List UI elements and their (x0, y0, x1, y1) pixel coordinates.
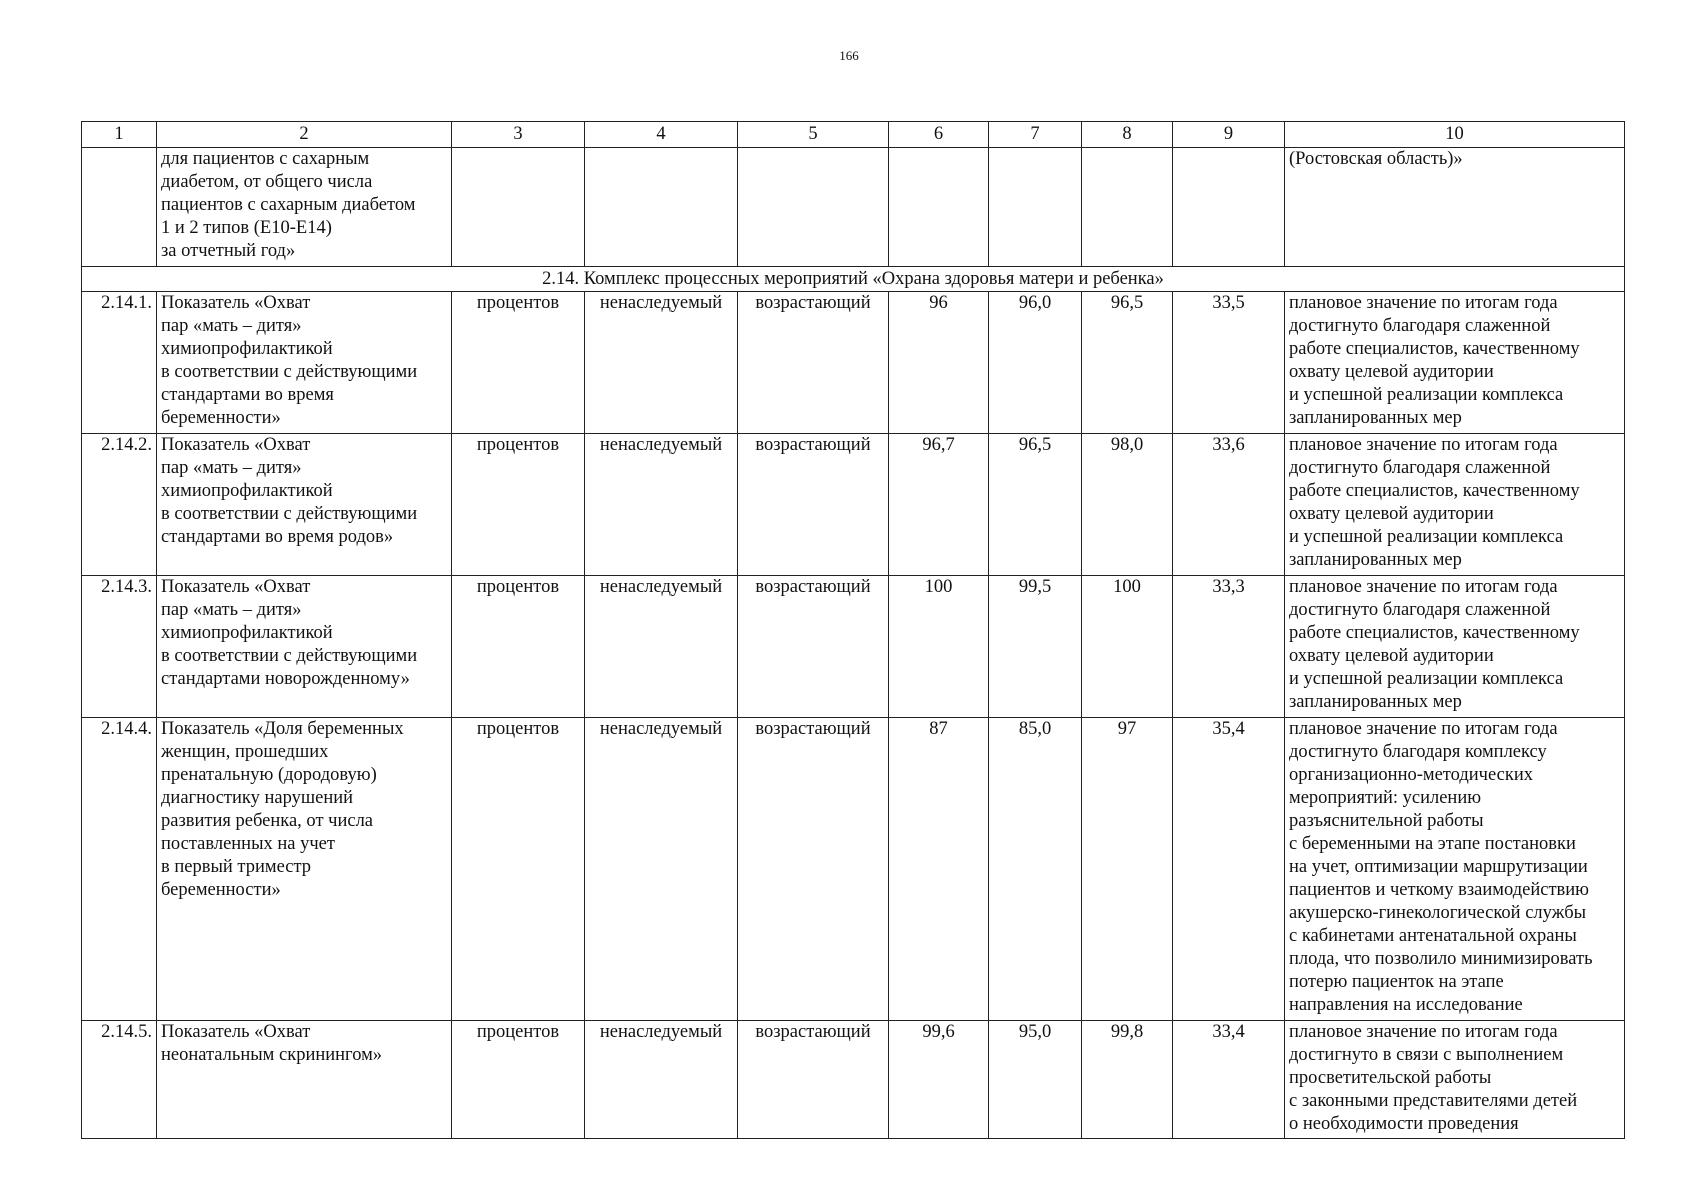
comment-cell (1285, 292, 1625, 434)
comment-cell-line: работе специалистов, качественному (1289, 481, 1580, 501)
indicator-name-cell-line: пар «мать – дитя» (161, 316, 302, 336)
comment-cell-line: пациентов и четкому взаимодействию (1289, 880, 1589, 900)
column-header-7: 7 (989, 122, 1082, 148)
comment-cell-line: и успешной реализации комплекса (1289, 669, 1564, 689)
code-cell (82, 148, 157, 267)
indicator-name-cell-line: диагностику нарушений (161, 788, 354, 808)
column-header-2: 2 (157, 122, 452, 148)
indicator-name-cell-line: стандартами новорожденному» (161, 669, 410, 689)
comment-cell-line: с законными представителями детей (1289, 1091, 1578, 1111)
value-cell-7: 96,0 (989, 292, 1082, 434)
indicator-name-cell-line: химиопрофилактикой (161, 481, 333, 501)
indicator-name-cell-line: Показатель «Доля беременных (161, 719, 404, 739)
comment-cell-line: разъяснительной работы (1289, 811, 1484, 831)
value-cell-7: 95,0 (989, 1021, 1082, 1139)
value-cell-8: 99,8 (1082, 1021, 1173, 1139)
indicator-name-cell-line: Показатель «Охват (161, 435, 311, 455)
unit-cell: процентов (452, 718, 585, 1021)
code-cell: 2.14.2. (82, 434, 157, 576)
comment-cell-line: достигнуто в связи с выполнением (1289, 1045, 1564, 1065)
direction-cell: возрастающий (738, 1021, 889, 1139)
page-number: 166 (839, 48, 859, 63)
comment-cell-line: просветительской работы (1289, 1068, 1492, 1088)
section-title: 2.14. Комплекс процессных мероприятий «Охрана здоровья матери и ребенка» (82, 267, 1625, 292)
value-cell-9 (1173, 148, 1285, 267)
indicator-name-cell-line: женщин, прошедших (161, 742, 329, 762)
direction-cell: возрастающий (738, 718, 889, 1021)
comment-cell-line: плановое значение по итогам года (1289, 293, 1558, 313)
comment-cell-line: достигнуто благодаря комплексу (1289, 742, 1547, 762)
table-row (82, 718, 1625, 1021)
section-row (82, 267, 1625, 292)
comment-cell (1285, 718, 1625, 1021)
indicator-name-cell-line: пациентов с сахарным диабетом (161, 195, 416, 215)
code-cell: 2.14.1. (82, 292, 157, 434)
header-row (82, 122, 1625, 148)
comment-cell-line: запланированных мер (1289, 692, 1462, 712)
column-header-10: 10 (1285, 122, 1625, 148)
comment-cell-line: акушерско-гинекологической службы (1289, 903, 1587, 923)
table-body (82, 148, 1625, 1139)
indicator-name-cell-line: пар «мать – дитя» (161, 600, 302, 620)
comment-cell-line: достигнуто благодаря слаженной (1289, 458, 1551, 478)
comment-cell-line: с беременными на этапе постановки (1289, 834, 1576, 854)
comment-cell-line: плановое значение по итогам года (1289, 1022, 1558, 1042)
indicator-name-cell (157, 292, 452, 434)
table-row (82, 434, 1625, 576)
indicator-name-cell-line: Показатель «Охват (161, 577, 311, 597)
value-cell-7: 85,0 (989, 718, 1082, 1021)
comment-cell-line: (Ростовская область)» (1289, 149, 1463, 169)
unit-cell: процентов (452, 292, 585, 434)
indicator-name-cell-line: Показатель «Охват (161, 1022, 311, 1042)
value-cell-9: 33,3 (1173, 576, 1285, 718)
indicator-name-cell-line: Показатель «Охват (161, 293, 311, 313)
comment-cell-line: направления на исследование (1289, 995, 1523, 1015)
comment-cell-line: запланированных мер (1289, 408, 1462, 428)
value-cell-9: 33,6 (1173, 434, 1285, 576)
table-header (82, 122, 1625, 148)
type-cell: ненаследуемый (585, 576, 738, 718)
column-header-9: 9 (1173, 122, 1285, 148)
value-cell-8: 97 (1082, 718, 1173, 1021)
comment-cell-line: работе специалистов, качественному (1289, 623, 1580, 643)
unit-cell: процентов (452, 576, 585, 718)
value-cell-8: 98,0 (1082, 434, 1173, 576)
comment-cell-line: потерю пациенток на этапе (1289, 972, 1504, 992)
indicator-name-cell (157, 434, 452, 576)
indicator-name-cell-line: химиопрофилактикой (161, 339, 333, 359)
comment-cell-line: и успешной реализации комплекса (1289, 527, 1564, 547)
indicator-name-cell (157, 576, 452, 718)
comment-cell (1285, 148, 1625, 267)
indicator-name-cell (157, 148, 452, 267)
value-cell-6: 96,7 (889, 434, 989, 576)
comment-cell-line: охвату целевой аудитории (1289, 362, 1494, 382)
value-cell-8: 96,5 (1082, 292, 1173, 434)
code-cell: 2.14.3. (82, 576, 157, 718)
direction-cell: возрастающий (738, 292, 889, 434)
direction-cell: возрастающий (738, 434, 889, 576)
value-cell-9: 33,4 (1173, 1021, 1285, 1139)
comment-cell-line: работе специалистов, качественному (1289, 339, 1580, 359)
comment-cell-line: о необходимости проведения (1289, 1114, 1519, 1134)
value-cell-4 (585, 148, 738, 267)
comment-cell-line: организационно-методических (1289, 765, 1533, 785)
table-row (82, 576, 1625, 718)
type-cell: ненаследуемый (585, 434, 738, 576)
indicator-name-cell-line: 1 и 2 типов (Е10-Е14) (161, 218, 332, 238)
comment-cell-line: мероприятий: усилению (1289, 788, 1482, 808)
indicators-table (81, 121, 1625, 1139)
column-header-3: 3 (452, 122, 585, 148)
type-cell: ненаследуемый (585, 718, 738, 1021)
unit-cell: процентов (452, 1021, 585, 1139)
comment-cell-line: достигнуто благодаря слаженной (1289, 316, 1551, 336)
comment-cell-line: охвату целевой аудитории (1289, 504, 1494, 524)
indicator-name-cell-line: поставленных на учет (161, 834, 335, 854)
indicator-name-cell-line: пар «мать – дитя» (161, 458, 302, 478)
value-cell-5 (738, 148, 889, 267)
indicator-name-cell-line: диабетом, от общего числа (161, 172, 373, 192)
value-cell-6 (889, 148, 989, 267)
column-header-6: 6 (889, 122, 989, 148)
comment-cell-line: и успешной реализации комплекса (1289, 385, 1564, 405)
column-header-8: 8 (1082, 122, 1173, 148)
comment-cell-line: достигнуто благодаря слаженной (1289, 600, 1551, 620)
value-cell-3 (452, 148, 585, 267)
table-row (82, 292, 1625, 434)
indicator-name-cell-line: стандартами во время родов» (161, 527, 394, 547)
unit-cell: процентов (452, 434, 585, 576)
column-header-5: 5 (738, 122, 889, 148)
type-cell: ненаследуемый (585, 1021, 738, 1139)
comment-cell-line: плановое значение по итогам года (1289, 719, 1558, 739)
value-cell-8 (1082, 148, 1173, 267)
continuation-row (82, 148, 1625, 267)
value-cell-6: 87 (889, 718, 989, 1021)
indicator-name-cell-line: развития ребенка, от числа (161, 811, 374, 831)
indicator-name-cell (157, 1021, 452, 1139)
value-cell-6: 96 (889, 292, 989, 434)
indicator-name-cell-line: неонатальным скринингом» (161, 1045, 383, 1065)
indicator-name-cell-line: в первый триместр (161, 857, 312, 877)
type-cell: ненаследуемый (585, 292, 738, 434)
value-cell-6: 100 (889, 576, 989, 718)
value-cell-7: 99,5 (989, 576, 1082, 718)
indicator-name-cell-line: в соответствии с действующими (161, 504, 418, 524)
column-header-1: 1 (82, 122, 157, 148)
code-cell: 2.14.5. (82, 1021, 157, 1139)
indicator-name-cell-line: в соответствии с действующими (161, 646, 418, 666)
column-header-4: 4 (585, 122, 738, 148)
direction-cell: возрастающий (738, 576, 889, 718)
comment-cell-line: с кабинетами антенатальной охраны (1289, 926, 1577, 946)
value-cell-8: 100 (1082, 576, 1173, 718)
comment-cell-line: запланированных мер (1289, 550, 1462, 570)
indicator-name-cell (157, 718, 452, 1021)
indicator-name-cell-line: беременности» (161, 880, 281, 900)
comment-cell (1285, 576, 1625, 718)
indicator-name-cell-line: для пациентов с сахарным (161, 149, 370, 169)
comment-cell-line: на учет, оптимизации маршрутизации (1289, 857, 1588, 877)
comment-cell-line: плода, что позволило минимизировать (1289, 949, 1593, 969)
comment-cell-line: плановое значение по итогам года (1289, 435, 1558, 455)
code-cell: 2.14.4. (82, 718, 157, 1021)
comment-cell-line: охвату целевой аудитории (1289, 646, 1494, 666)
value-cell-6: 99,6 (889, 1021, 989, 1139)
value-cell-9: 33,5 (1173, 292, 1285, 434)
comment-cell (1285, 1021, 1625, 1139)
value-cell-7 (989, 148, 1082, 267)
comment-cell-line: плановое значение по итогам года (1289, 577, 1558, 597)
indicator-name-cell-line: беременности» (161, 408, 281, 428)
comment-cell (1285, 434, 1625, 576)
table-row (82, 1021, 1625, 1139)
indicator-name-cell-line: пренатальную (дородовую) (161, 765, 377, 785)
indicator-name-cell-line: стандартами во время (161, 385, 334, 405)
indicator-name-cell-line: в соответствии с действующими (161, 362, 418, 382)
value-cell-7: 96,5 (989, 434, 1082, 576)
value-cell-9: 35,4 (1173, 718, 1285, 1021)
indicator-name-cell-line: химиопрофилактикой (161, 623, 333, 643)
indicator-name-cell-line: за отчетный год» (161, 241, 296, 261)
